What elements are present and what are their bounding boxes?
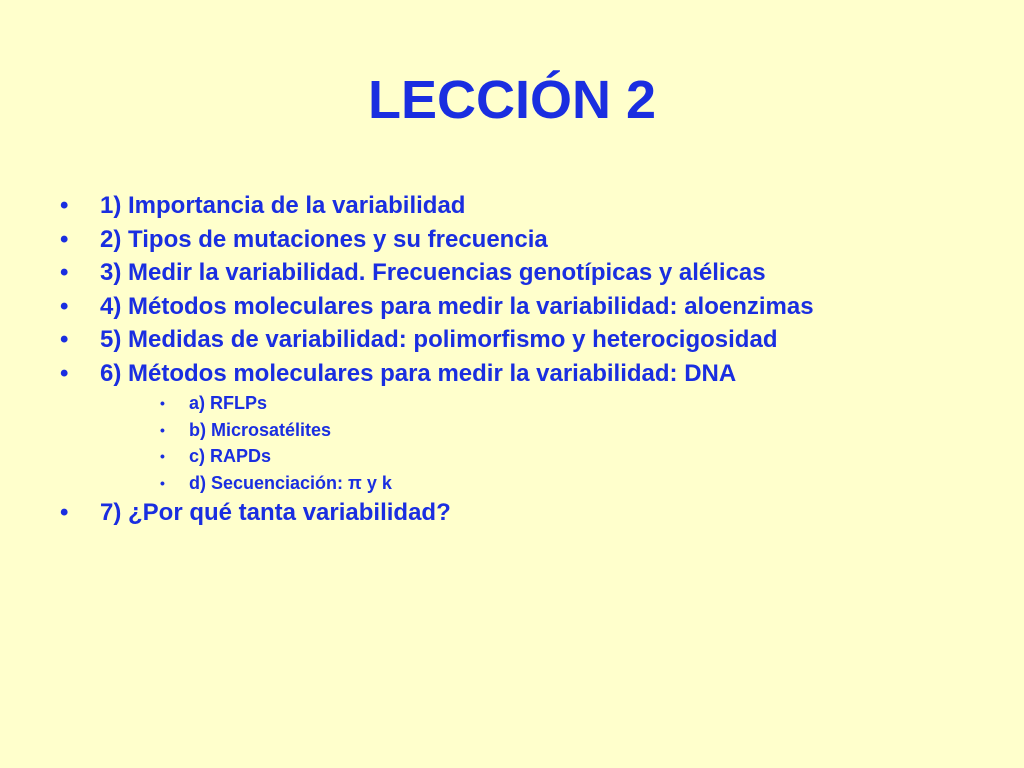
outline-subitem-b bbox=[60, 417, 1000, 444]
slide-title: LECCIÓN 2 bbox=[367, 70, 657, 130]
bullet-icon: • bbox=[160, 395, 165, 411]
outline-item-label: 4) Métodos moleculares para medir la variabilidad: aloenzimas bbox=[100, 292, 814, 320]
outline-item-5 bbox=[60, 323, 1000, 357]
outline-item-6 bbox=[60, 357, 1000, 391]
outline-item-label: 7) ¿Por qué tanta variabilidad? bbox=[100, 499, 451, 526]
outline-subitem-d bbox=[60, 470, 1000, 497]
outline-item-label: 2) Tipos de mutaciones y su frecuencia bbox=[100, 225, 548, 253]
outline-item-1 bbox=[60, 189, 1000, 223]
outline-subitem-label: a) RFLPs bbox=[189, 393, 268, 413]
bullet-icon: • bbox=[60, 359, 69, 387]
outline-subitem-c bbox=[60, 443, 1000, 470]
bullet-icon: • bbox=[60, 326, 69, 353]
outline-item-2 bbox=[60, 223, 1000, 257]
bullet-icon: • bbox=[60, 192, 69, 219]
bullet-icon: • bbox=[60, 499, 69, 526]
bullet-icon: • bbox=[60, 292, 69, 320]
outline-subitem-label: b) Microsatélites bbox=[189, 419, 332, 440]
bullet-icon: • bbox=[160, 448, 165, 464]
outline-item-3 bbox=[60, 256, 1000, 290]
bullet-icon: • bbox=[60, 259, 69, 286]
bullet-icon: • bbox=[60, 225, 69, 253]
bullet-icon: • bbox=[160, 474, 165, 491]
outline-item-4 bbox=[60, 290, 1000, 324]
outline-subitem-label: d) Secuenciación: π y k bbox=[189, 472, 392, 493]
outline-item-7 bbox=[60, 496, 1000, 530]
outline-subitem-a bbox=[60, 390, 1000, 417]
bullet-icon: • bbox=[160, 421, 165, 438]
outline-item-label: 5) Medidas de variabilidad: polimorfismo y heterocigosidad bbox=[100, 326, 778, 353]
outline-item-label: 6) Métodos moleculares para medir la variabilidad: DNA bbox=[100, 359, 737, 387]
outline-item-label: 1) Importancia de la variabilidad bbox=[100, 192, 466, 219]
outline-subitem-label: c) RAPDs bbox=[189, 446, 272, 466]
outline-list bbox=[60, 189, 1000, 530]
outline-item-label: 3) Medir la variabilidad. Frecuencias genotípicas y alélicas bbox=[100, 259, 766, 286]
